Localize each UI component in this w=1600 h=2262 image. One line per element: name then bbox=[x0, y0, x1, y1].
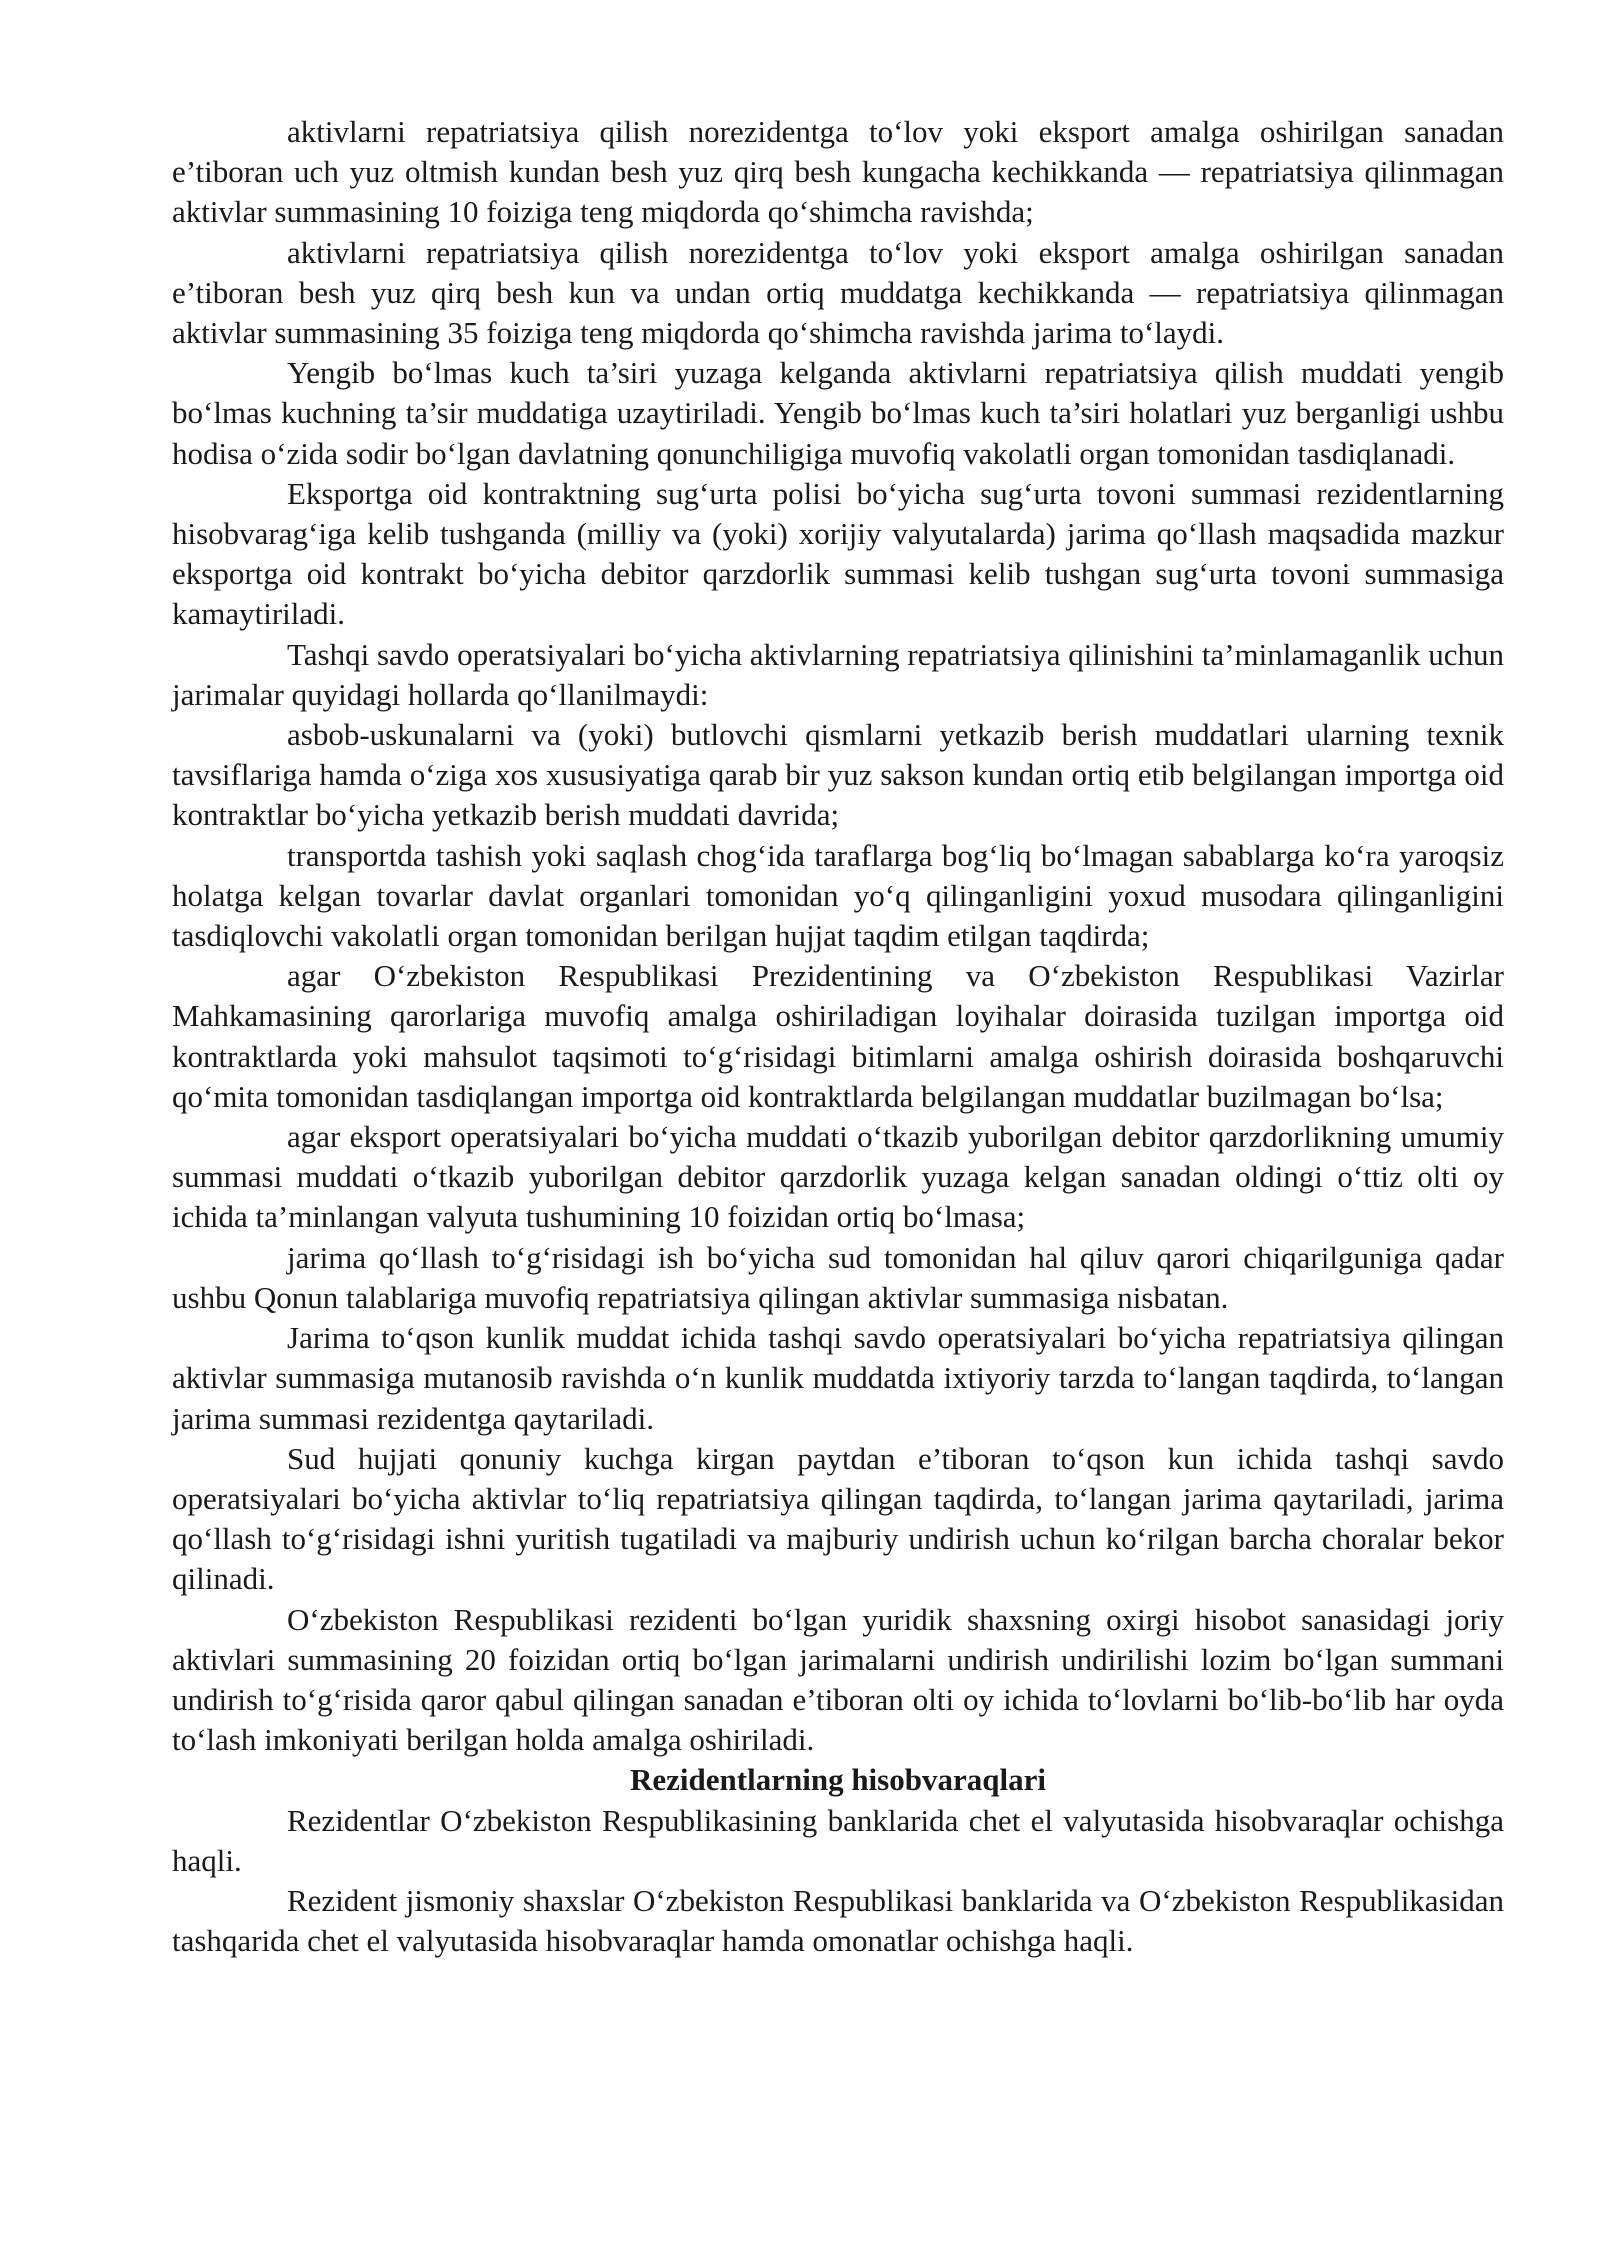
document-page bbox=[172, 112, 1504, 1961]
paragraph: O‘zbekiston Respublikasi rezidenti bo‘lgan yuridik shaxsning oxirgi hisobot sanasidagi joriy aktivlari summasining 20 foizidan ortiq bo‘lgan jarimalarni undirish undirilishi lozim bo‘lgan summani undirish to‘g‘risida qaror qabul qilingan sanadan e’tiboran olti oy ichida to‘lovlarni bo‘lib-bo‘lib har oyda to‘lash imkoniyati berilgan holda amalga oshiriladi. bbox=[172, 1601, 1504, 1758]
paragraph: transportda tashish yoki saqlash chog‘ida taraflarga bog‘liq bo‘lmagan sabablarga ko‘ra yaroqsiz holatga kelgan tovarlar davlat organlari tomonidan yo‘q qilinganligini yoxud musodara qilinganligini tasdiqlovchi vakolatli organ tomonidan berilgan hujjat taqdim etilgan taqdirda; bbox=[172, 837, 1504, 954]
paragraph: aktivlarni repatriatsiya qilish norezidentga to‘lov yoki eksport amalga oshirilgan sanadan e’tiboran uch yuz oltmish kundan besh yuz qirq besh kungacha kechikkanda — repatriatsiya qilinmagan aktivlar summasining 10 foiziga teng miqdorda qo‘shimcha ravishda; bbox=[172, 114, 1504, 230]
paragraph: Jarima to‘qson kunlik muddat ichida tashqi savdo operatsiyalari bo‘yicha repatriatsiya qilingan aktivlar summasiga mutanosib ravishda o‘n kunlik muddatda ixtiyoriy tarzda to‘langan taqdirda, to‘langan jarima summasi rezidentga qaytariladi. bbox=[172, 1320, 1504, 1436]
paragraph: Rezidentlar O‘zbekiston Respublikasining banklarida chet el valyutasida hisobvaraqlar ochishga haqli. bbox=[172, 1802, 1504, 1878]
paragraph: asbob-uskunalarni va (yoki) butlovchi qismlarni yetkazib berish muddatlari ularning texnik tavsiflariga hamda o‘ziga xos xususiyatiga qarab bir yuz sakson kundan ortiq etib belgilangan importga oid kontraktlar bo‘yicha yetkazib berish muddati davrida; bbox=[172, 717, 1504, 833]
paragraph: agar eksport operatsiyalari bo‘yicha muddati o‘tkazib yuborilgan debitor qarzdorlikning umumiy summasi muddati o‘tkazib yuborilgan debitor qarzdorlik yuzaga kelgan sanadan oldingi o‘ttiz olti oy ichida ta’minlangan valyuta tushumining 10 foizidan ortiq bo‘lmasa; bbox=[172, 1119, 1504, 1235]
section-heading: Rezidentlarning hisobvaraqlari bbox=[630, 1762, 1046, 1798]
paragraph: Tashqi savdo operatsiyalari bo‘yicha aktivlarning repatriatsiya qilinishini ta’minlamaganlik uchun jarimalar quyidagi hollarda qo‘llanilmaydi: bbox=[172, 636, 1504, 712]
paragraph: agar O‘zbekiston Respublikasi Prezidentining va O‘zbekiston Respublikasi Vazirlar Mahkamasining qarorlariga muvofiq amalga oshiriladigan loyihalar doirasida tuzilgan importga oid kontraktlarda yoki mahsulot taqsimoti to‘g‘risidagi bitimlarni amalga oshirish doirasida boshqaruvchi qo‘mita tomonidan tasdiqlangan importga oid kontraktlarda belgilangan muddatlar buzilmagan bo‘lsa; bbox=[172, 958, 1504, 1114]
paragraph: aktivlarni repatriatsiya qilish norezidentga to‘lov yoki eksport amalga oshirilgan sanadan e’tiboran besh yuz qirq besh kun va undan ortiq muddatga kechikkanda — repatriatsiya qilinmagan aktivlar summasining 35 foiziga teng miqdorda qo‘shimcha ravishda jarima to‘laydi. bbox=[172, 234, 1504, 351]
paragraph: jarima qo‘llash to‘g‘risidagi ish bo‘yicha sud tomonidan hal qiluv qarori chiqarilguniga qadar ushbu Qonun talablariga muvofiq repatriatsiya qilingan aktivlar summasiga nisbatan. bbox=[172, 1239, 1504, 1315]
paragraph: Sud hujjati qonuniy kuchga kirgan paytdan e’tiboran to‘qson kun ichida tashqi savdo operatsiyalari bo‘yicha aktivlar to‘liq repatriatsiya qilingan taqdirda, to‘langan jarima qaytariladi, jarima qo‘llash to‘g‘risidagi ishni yuritish tugatiladi va majburiy undirish uchun ko‘rilgan barcha choralar bekor qilinadi. bbox=[172, 1440, 1504, 1597]
paragraph: Eksportga oid kontraktning sug‘urta polisi bo‘yicha sug‘urta tovoni summasi rezidentlarning hisobvarag‘iga kelib tushganda (milliy va (yoki) xorijiy valyutalarda) jarima qo‘llash maqsadida mazkur eksportga oid kontrakt bo‘yicha debitor qarzdorlik summasi kelib tushgan sug‘urta tovoni summasiga kamaytiriladi. bbox=[172, 475, 1504, 632]
paragraph: Yengib bo‘lmas kuch ta’siri yuzaga kelganda aktivlarni repatriatsiya qilish muddati yengib bo‘lmas kuchning ta’sir muddatiga uzaytiriladi. Yengib bo‘lmas kuch ta’siri holatlari yuz berganligi ushbu hodisa o‘zida sodir bo‘lgan davlatning qonunchiligiga muvofiq vakolatli organ tomonidan tasdiqlanadi. bbox=[172, 355, 1504, 471]
paragraph: Rezident jismoniy shaxslar O‘zbekiston Respublikasi banklarida va O‘zbekiston Respublikasidan tashqarida chet el valyutasida hisobvaraqlar hamda omonatlar ochishga haqli. bbox=[172, 1882, 1504, 1959]
